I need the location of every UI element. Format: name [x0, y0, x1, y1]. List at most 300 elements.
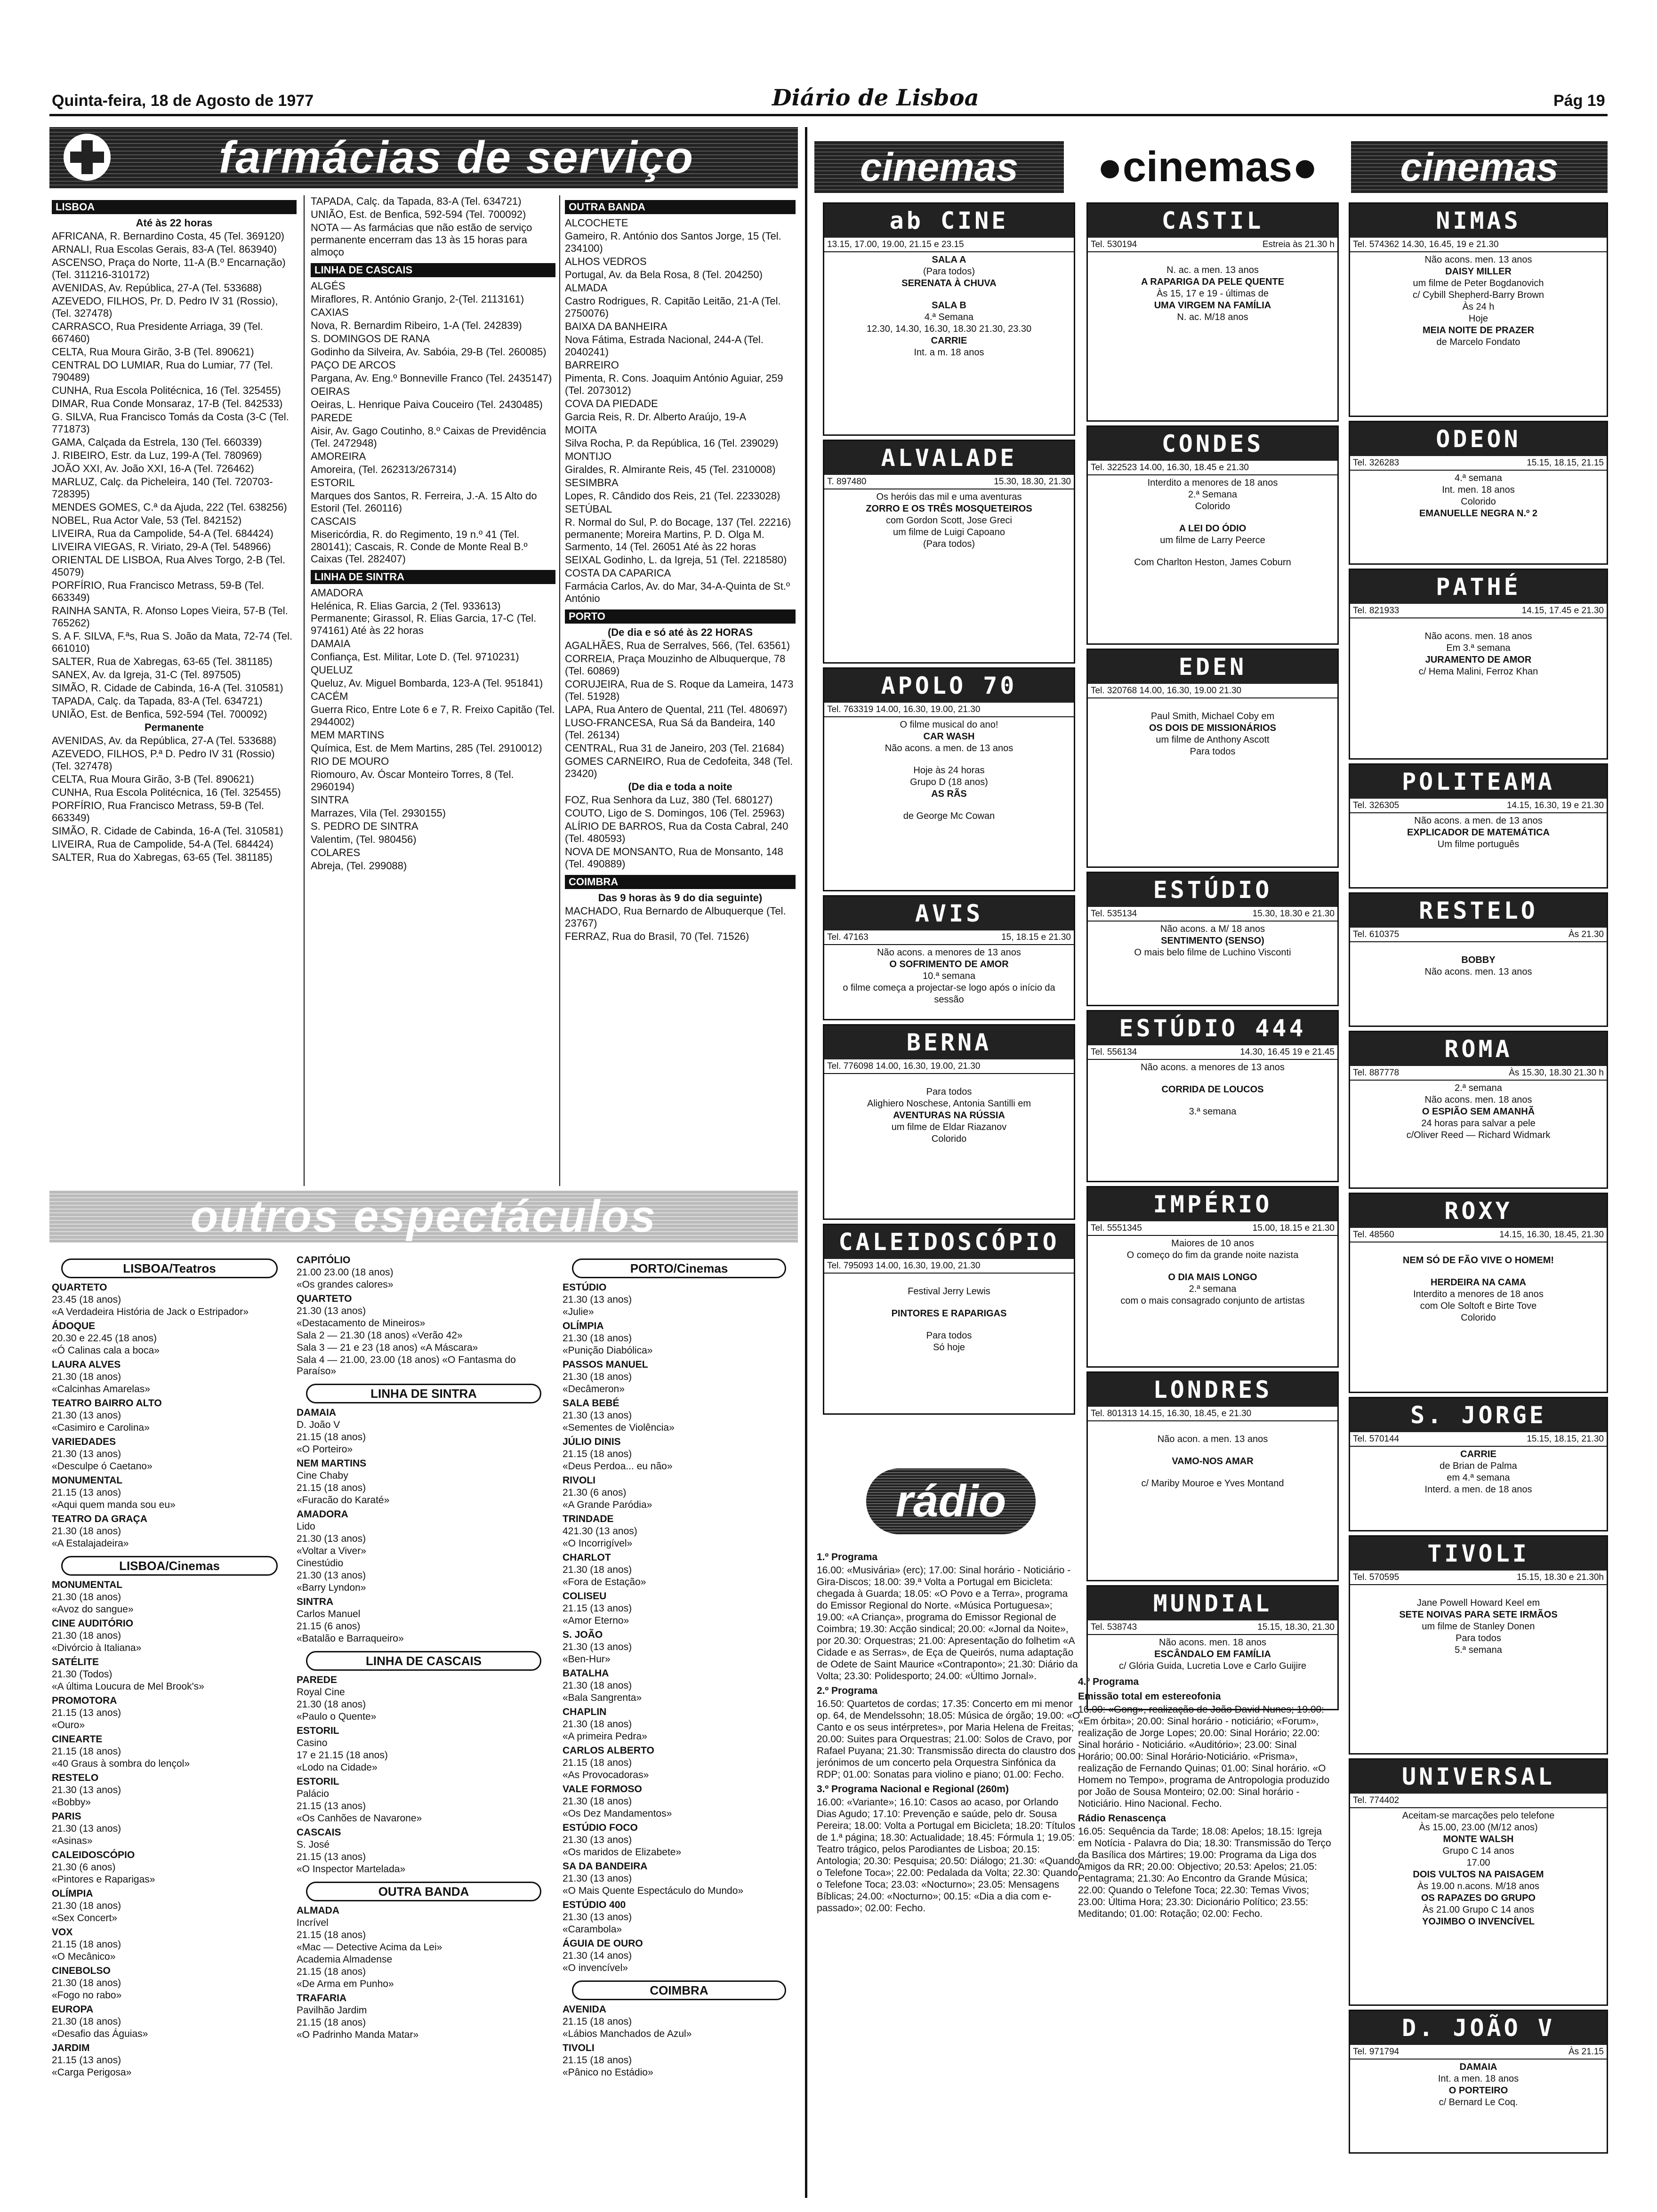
section-heading: PORTO — [565, 609, 609, 624]
cinema-line: MEIA NOITE DE PRAZER — [1422, 325, 1535, 336]
cinema-line: Só hoje — [933, 1342, 965, 1353]
listing-entry: CORREIA, Praça Mouzinho de Albuquerque, 78 (Tel. 60869) — [565, 653, 786, 677]
session-times: 15.30, 18.30, 21.30 — [994, 477, 1071, 487]
listing-entry: JOÃO XXI, Av. João XXI, 16-A (Tel. 726462) — [52, 463, 254, 474]
listing-entry: «Os grandes calores» — [297, 1279, 394, 1290]
cinema-phone-row — [1350, 1066, 1607, 1081]
cinema-listing — [1349, 202, 1608, 417]
listing-entry: ALGÉS — [311, 280, 346, 292]
cinema-phone-row — [824, 475, 1074, 489]
cinema-name: POLITEAMA — [1350, 765, 1607, 799]
venue-name: CHAPLIN — [563, 1707, 607, 1717]
venue-name: VOX — [52, 1927, 73, 1938]
listing-entry: ASCENSO, Praça do Norte, 11-A (B.º Encarnação) (Tel. 311216-310172) — [52, 256, 286, 281]
listing-entry: Academia Almadense — [297, 1954, 393, 1965]
venue-name: CAPITÓLIO — [297, 1255, 351, 1266]
cinema-line: CARRIE — [931, 336, 967, 346]
cinema-line: Interdito a menores de 18 anos — [1413, 1289, 1544, 1299]
session-times: 15.15, 18.15, 21.15 — [1527, 458, 1604, 468]
listing-entry: CUNHA, Rua Escola Politécnica, 16 (Tel. 325455) — [52, 385, 281, 396]
listing-entry: 21.30 (18 anos) — [52, 1630, 121, 1641]
listing-entry: DIMAR, Rua Conde Monsaraz, 17-B (Tel. 842533) — [52, 398, 283, 409]
cinema-phone-row — [1350, 1571, 1607, 1585]
venue-name: PAREDE — [297, 1675, 337, 1685]
listing-entry: 21.15 (18 anos) — [297, 1483, 366, 1493]
cinema-line: 2.ª semana — [1455, 1083, 1502, 1093]
venue-name: JÚLIO DINIS — [563, 1436, 621, 1447]
cinema-line: Em 3.ª semana — [1446, 643, 1511, 653]
listing-entry: 21.15 (18 anos) — [563, 2055, 632, 2066]
listing-entry: «Sex Concert» — [52, 1913, 117, 1923]
listing-entry: «Mac — Detective Acima da Lei» — [297, 1942, 442, 1953]
listing-entry: «Bala Sangrenta» — [563, 1692, 642, 1703]
cinema-name: APOLO 70 — [824, 669, 1074, 703]
cinema-line: c/ Bernard Le Coq. — [1439, 2097, 1518, 2108]
cinema-listing — [1349, 1535, 1608, 1755]
listing-entry: 17 e 21.15 (18 anos) — [297, 1750, 388, 1761]
listing-entry: AZEVEDO, FILHOS, P.ª D. Pedro IV 31 (Rossio) (Tel. 327478) — [52, 748, 275, 772]
listing-entry: 21.30 (18 anos) — [563, 1719, 632, 1730]
cinema-line: um filme de Luigi Capoano — [893, 527, 1005, 537]
listing-entry: Marques dos Santos, R. Ferreira, J.-A. 15 Alto do Estoril (Tel. 260116) — [311, 490, 537, 514]
cinema-name: IMPÉRIO — [1088, 1187, 1337, 1221]
listing-entry: 21.30 (13 anos) — [563, 1294, 632, 1305]
listing-entry: COUTO, Ligo de S. Domingos, 106 (Tel. 25963) — [565, 807, 785, 819]
listing-entry: «Lábios Manchados de Azul» — [563, 2028, 692, 2039]
listing-entry: CENTRAL DO LUMIAR, Rua do Lumiar, 77 (Tel. 790489) — [52, 359, 273, 383]
cinema-phone-row — [1350, 604, 1607, 618]
venue-name: RIVOLI — [563, 1475, 596, 1486]
cinema-line — [1091, 1096, 1335, 1106]
cinema-line — [827, 1298, 1071, 1308]
listing-entry: «Batalão e Barraqueiro» — [297, 1633, 404, 1644]
listing-entry: «Desculpe ó Caetano» — [52, 1461, 153, 1472]
listing-entry: Castro Rodrigues, R. Capitão Leitão, 21-A (Tel. 2750076) — [565, 295, 781, 319]
cinema-body — [1088, 1236, 1337, 1309]
listing-entry: QUELUZ — [311, 664, 353, 676]
listing-entry: «A Estalajadeira» — [52, 1538, 129, 1549]
cinema-name: UNIVERSAL — [1350, 1760, 1607, 1794]
listing-entry: «Casimiro e Carolina» — [52, 1422, 150, 1433]
cinema-line: Para todos — [926, 1087, 972, 1097]
cinema-line: A RAPARIGA DA PELE QUENTE — [1141, 277, 1285, 287]
listing-entry: «Os Canhões de Navarone» — [297, 1813, 422, 1824]
venue-name: OLÍMPIA — [563, 1321, 604, 1331]
listing-entry: «Deus Perdoa... eu não» — [563, 1461, 673, 1472]
cinema-phone: Tel. 574362 14.30, 16.45, 19 e 21.30 — [1353, 240, 1499, 249]
venue-name: 3.º Programa Nacional e Regional (260m) — [817, 1784, 1009, 1795]
listing-entry: CELTA, Rua Moura Girão, 3-B (Tel. 890621) — [52, 346, 254, 358]
listing-entry: 21.15 (13 anos) — [297, 1851, 366, 1862]
listing-entry: Incrível — [297, 1917, 329, 1928]
listing-entry: «Asinas» — [52, 1835, 93, 1846]
cinema-name: ROMA — [1350, 1032, 1607, 1066]
venue-name: ESTORIL — [297, 1776, 339, 1787]
radio-title: rádio — [895, 1476, 1006, 1526]
cinema-line: Não acons. men. 13 anos — [1424, 967, 1532, 977]
cinema-line: Colorido — [1461, 1313, 1496, 1323]
listing-entry: 21.15 (6 anos) — [297, 1621, 361, 1632]
listing-entry: 21.15 (18 anos) — [563, 2016, 632, 2027]
listing-entry: 23.45 (18 anos) — [52, 1294, 121, 1305]
cinema-body — [1088, 252, 1337, 325]
listing-entry: LIVEIRA, Rua da Campolide, 54-A (Tel. 684424) — [52, 528, 273, 539]
cinema-line: PINTORES E RAPARIGAS — [891, 1308, 1007, 1319]
listing-entry: «Voltar a Viver» — [297, 1546, 366, 1556]
venue-name: CALEIDOSCÓPIO — [52, 1850, 135, 1860]
cinema-line: SENTIMENTO (SENSO) — [1161, 936, 1264, 946]
cinema-phone: Tel. 887778 — [1353, 1068, 1400, 1078]
cinema-line: 2.ª semana — [1189, 1284, 1237, 1294]
cinema-phone-row — [1088, 461, 1337, 475]
listing-entry: 21.30 (18 anos) — [563, 1564, 632, 1575]
cinema-listing — [1086, 649, 1339, 868]
listing-entry: FOZ, Rua Senhora da Luz, 380 (Tel. 680127) — [565, 794, 773, 806]
session-times: 15.15, 18.30 e 21.30h — [1517, 1572, 1604, 1582]
cinema-line: CAR WASH — [923, 731, 975, 742]
cinema-line: (Para todos) — [923, 539, 975, 549]
venue-name: S. JOÃO — [563, 1629, 603, 1640]
listing-entry: CACÉM — [311, 690, 348, 702]
cinema-phone: Tel. 5551345 — [1091, 1223, 1142, 1233]
venue-name: TEATRO BAIRRO ALTO — [52, 1398, 162, 1409]
listing-entry: «40 Graus à sombra do lençol» — [52, 1758, 190, 1769]
cinema-line: O SOFRIMENTO DE AMOR — [889, 959, 1009, 970]
listing-entry: 16.05: Sequência da Tarde; 18.08: Apelos; 18.15: Igreja em Notícia - Palavra do Dia; 18.30: Transmissão do Terço da Basílica dos Mártires; 19.00: Programa da Liga dos Amigos da RR; 20.00: Objectivo; 20.53: Apelos; 21.05: Pentagrama; 21.30: Ao Encontro da Grande Música; 22.00: Quando o Telefone Toca; 22.30: Temas Vivos; 23.00: Última Hora; 23.30: Dicionário Político; 23.55: Meditando; 01.00: Rotação; 02.00: Fecho. — [1078, 1826, 1331, 1919]
listing-entry: CAXIAS — [311, 306, 349, 318]
cinema-name: PATHÉ — [1350, 570, 1607, 604]
listing-entry: «A última Loucura de Mel Brook's» — [52, 1681, 204, 1692]
cinema-listing — [1349, 1193, 1608, 1393]
listing-entry: 21.30 (13 anos) — [297, 1570, 366, 1581]
listing-entry: Carlos Manuel — [297, 1609, 361, 1619]
listing-entry: Aisir, Av. Gago Coutinho, 8.º Caixas de Previdência (Tel. 2472948) — [311, 425, 547, 449]
cinema-line: N. ac. a men. 13 anos — [1166, 265, 1259, 275]
cinema-phone: Tel. 48560 — [1353, 1230, 1394, 1240]
listing-entry: Miraflores, R. António Granjo, 2-(Tel. 2113161) — [311, 293, 524, 305]
page-number: Pág 19 — [1553, 92, 1605, 110]
listing-entry: 21.30 (13 anos) — [563, 1642, 632, 1652]
cinema-phone: Tel. 320768 14.00, 16.30, 19.00 21.30 — [1091, 686, 1242, 696]
cinema-listing — [1086, 202, 1339, 422]
cinemas-banner-right-text: cinemas — [1400, 145, 1559, 189]
cinema-line: Às 21.00 Grupo C 14 anos — [1423, 1905, 1534, 1915]
cinema-name: ESTÚDIO — [1088, 873, 1337, 907]
cinema-body — [1350, 1447, 1607, 1498]
cinema-listing — [823, 440, 1075, 664]
cinema-phone: T. 897480 — [827, 477, 867, 487]
listing-entry: 21.30 (Todos) — [52, 1669, 113, 1680]
venue-name: AVENIDA — [563, 2004, 606, 2015]
listing-entry: GAMA, Calçada da Estrela, 130 (Tel. 660339) — [52, 436, 262, 448]
listing-entry: BAIXA DA BANHEIRA — [565, 321, 668, 332]
cinema-line: CARRIE — [1460, 1449, 1496, 1459]
cinema-line: Às 15.00, 23.00 (M/12 anos) — [1419, 1822, 1538, 1833]
venue-name: 1.º Programa — [817, 1552, 878, 1563]
listing-entry: Nova, R. Bernardim Ribeiro, 1-A (Tel. 242839) — [311, 320, 522, 331]
cinema-line: EMANUELLE NEGRA N.º 2 — [1419, 508, 1538, 519]
venue-name: CHARLOT — [563, 1552, 611, 1563]
listing-entry: MONTIJO — [565, 450, 611, 462]
listing-entry: 21.15 (18 anos) — [297, 1930, 366, 1940]
listing-entry: 21.30 (18 anos) — [52, 1978, 121, 1988]
cinema-line: Colorido — [1195, 501, 1231, 512]
venue-name: CINE AUDITÓRIO — [52, 1618, 134, 1629]
cinema-line: Para todos — [926, 1330, 972, 1341]
listing-entry: UNIÃO, Est. de Benfica, 592-594 (Tel. 700092) — [311, 208, 526, 220]
listing-entry: S. DOMINGOS DE RANA — [311, 333, 430, 345]
listing-entry: CENTRAL, Rua 31 de Janeiro, 203 (Tel. 21684) — [565, 742, 784, 754]
cinema-line: Int. men. 18 anos — [1442, 485, 1515, 495]
cinema-line — [827, 1275, 1071, 1286]
sub-heading: (De dia e toda a noite — [628, 781, 732, 793]
outros-col-3 — [563, 1252, 796, 2079]
masthead: Diário de Lisboa — [772, 85, 979, 111]
cinema-line: Às 15, 17 e 19 - últimas de — [1157, 289, 1269, 299]
cinema-phone-row — [1088, 1045, 1337, 1060]
cinema-line: Alighiero Noschese, Antonia Santilli em — [867, 1098, 1031, 1109]
cinema-line: Os heróis das mil e uma aventuras — [876, 492, 1022, 502]
cinema-phone: Tel. 774402 — [1353, 1795, 1400, 1805]
venue-name: ÁDOQUE — [52, 1321, 96, 1331]
cinema-line — [1353, 944, 1604, 954]
listing-entry: «Barry Lyndon» — [297, 1582, 366, 1593]
cinema-line: c/ Cybill Shepherd-Barry Brown — [1413, 290, 1544, 300]
listing-entry: NOBEL, Rua Actor Vale, 53 (Tel. 842152) — [52, 514, 242, 526]
listing-entry: 21.30 (13 anos) — [52, 1785, 121, 1795]
listing-entry: «As Provocadoras» — [563, 1770, 649, 1780]
listing-entry: Confiança, Est. Militar, Lote D. (Tel. 9710231) — [311, 651, 519, 663]
listing-entry: «O Porteiro» — [297, 1444, 353, 1455]
section-wrap — [311, 263, 555, 277]
venue-name: TEATRO DA GRAÇA — [52, 1514, 147, 1524]
cinema-phone-row — [1350, 456, 1607, 471]
cinema-body — [824, 252, 1074, 361]
issue-date: Quinta-feira, 18 de Agosto de 1977 — [52, 92, 314, 110]
cinema-line: Aceitam-se marcações pelo telefone — [1402, 1811, 1555, 1821]
venue-name: NEM MARTINS — [297, 1458, 367, 1469]
cinema-line: com Gordon Scott, Jose Greci — [886, 515, 1012, 526]
cinema-line: CORRIDA DE LOUCOS — [1161, 1084, 1264, 1095]
cinema-line — [827, 289, 1071, 300]
cinema-name: ESTÚDIO 444 — [1088, 1011, 1337, 1045]
cinemas-banner-right — [1351, 141, 1608, 193]
listing-entry: Misericórdia, R. do Regimento, 19 n.º 41 (Tel. 280141); Cascais, R. Conde de Monte Real B.º Caixas (Tel. 282407) — [311, 529, 528, 565]
listing-entry: «Bobby» — [52, 1797, 91, 1808]
cinema-line — [1353, 1244, 1604, 1255]
cinema-body — [824, 1274, 1074, 1355]
listing-entry: «Aqui quem manda sou eu» — [52, 1499, 176, 1510]
venue-name: CINEARTE — [52, 1734, 103, 1745]
cinema-line: SERENATA À CHUVA — [901, 278, 997, 289]
cinema-line — [827, 800, 1071, 810]
listing-entry: 21.30 (18 anos) — [563, 1371, 632, 1382]
cinema-body — [1350, 252, 1607, 350]
venue-name: CASCAIS — [297, 1827, 341, 1838]
listing-entry: SANEX, Av. da Igreja, 31-C (Tel. 897505) — [52, 669, 241, 681]
listing-entry: «O Padrinho Manda Matar» — [297, 2029, 419, 2040]
cinema-line: c/ Glória Guida, Lucretia Love e Carlo Guijire — [1119, 1661, 1306, 1671]
cinema-line — [827, 1076, 1071, 1086]
cinema-line: Colorido — [931, 1134, 967, 1144]
listing-entry: «Carambola» — [563, 1924, 622, 1935]
cinema-line — [827, 754, 1071, 765]
venue-name: VALE FORMOSO — [563, 1784, 642, 1795]
category-pill: LINHA DE SINTRA — [306, 1384, 541, 1403]
listing-entry: Oeiras, L. Henrique Paiva Couceiro (Tel. 2430485) — [311, 399, 543, 410]
listing-entry: «O invencível» — [563, 1963, 628, 1973]
cinema-name: MUNDIAL — [1088, 1587, 1337, 1620]
cinema-phone: Tel. 538743 — [1091, 1622, 1137, 1632]
cinema-line: Não acons. a M/ 18 anos — [1160, 924, 1265, 934]
listing-entry: UNIÃO, Est. de Benfica, 592-594 (Tel. 700092) — [52, 708, 267, 720]
cinema-line: O PORTEIRO — [1448, 2085, 1508, 2096]
cinema-phone-row — [1350, 928, 1607, 942]
venue-name: SALA BEBÉ — [563, 1398, 619, 1409]
listing-entry: 21.30 (14 anos) — [563, 1950, 632, 1961]
cinema-name: NIMAS — [1350, 204, 1607, 238]
section-wrap — [52, 200, 297, 214]
session-times: 15.00, 18.15 e 21.30 — [1252, 1223, 1335, 1233]
cinema-line: MONTE WALSH — [1443, 1834, 1514, 1844]
cinema-line: JURAMENTO DE AMOR — [1425, 655, 1532, 665]
venue-name: MONUMENTAL — [52, 1579, 123, 1590]
listing-entry: Gameiro, R. António dos Santos Jorge, 15 (Tel. 234100) — [565, 230, 781, 254]
cinema-phone-row — [824, 1059, 1074, 1074]
outros-title: outros espectáculos — [190, 1191, 657, 1242]
listing-entry: 16.50: Quartetos de cordas; 17.35: Concerto em mi menor op. 64, de Mendelssohn; 18.05: Música de órgão; 19.00: «O Canto e os seus intérpretes», por Maria Helena de Freitas; 20.00: Suites para Orquestras; 21.00: Solos de Cravo, por Rafael Puyana; 21.30: Transmissão directa do claustro dos jerónimos de um concerto pela Orquestra Sinfónica da RDP; 01.00: Sonatas para violino e piano; 01.00: Fecho. — [817, 1699, 1080, 1780]
listing-entry: «Ó Calinas cala a boca» — [52, 1345, 160, 1356]
listing-entry: «Julie» — [563, 1306, 594, 1317]
cinema-line: c/ Mariby Mouroe e Yves Montand — [1141, 1478, 1284, 1489]
listing-entry: MARLUZ, Calç. da Picheleira, 140 (Tel. 720703-728395) — [52, 476, 273, 500]
listing-entry: MENDES GOMES, C.ª da Ajuda, 222 (Tel. 638256) — [52, 501, 287, 513]
cinema-name: LONDRES — [1088, 1373, 1337, 1407]
listing-entry: Farmácia Carlos, Av. do Mar, 34-A-Quinta de St.º António — [565, 580, 790, 604]
cinema-line: OS RAPAZES DO GRUPO — [1421, 1893, 1536, 1903]
listing-entry: «Amor Eterno» — [563, 1615, 629, 1626]
cinema-name: ODEON — [1350, 422, 1607, 456]
cinema-line — [1091, 1423, 1335, 1434]
listing-entry: Queluz, Av. Miguel Bombarda, 123-A (Tel. 951841) — [311, 677, 543, 689]
listing-entry: 21.30 (13 anos) — [52, 1449, 121, 1459]
cinema-body — [824, 1074, 1074, 1147]
session-times: Às 15.30, 18.30 21.30 h — [1509, 1068, 1604, 1078]
listing-entry: Lopes, R. Cândido dos Reis, 21 (Tel. 2233028) — [565, 490, 780, 502]
session-times: Às 21.15 — [1569, 2047, 1604, 2057]
cinema-line — [1091, 254, 1335, 264]
venue-name: ALMADA — [297, 1905, 339, 1916]
listing-entry: «Avoz do sangue» — [52, 1604, 134, 1615]
cinema-line: Maiores de 10 anos — [1171, 1238, 1254, 1249]
listing-entry: CARRASCO, Rua Presidente Arriaga, 39 (Tel. 667460) — [52, 321, 263, 345]
venue-name: PROMOTORA — [52, 1695, 117, 1706]
listing-entry: 21.15 (18 anos) — [297, 1966, 366, 1977]
listing-entry: «A primeira Pedra» — [563, 1731, 647, 1742]
section-heading: LINHA DE CASCAIS — [311, 263, 416, 277]
listing-entry: AMADORA — [311, 587, 363, 599]
listing-entry: 21.30 (6 anos) — [52, 1862, 116, 1873]
cinema-listing — [1086, 1186, 1339, 1368]
listing-entry: Cinestúdio — [297, 1558, 344, 1569]
cinema-line: de Marcelo Fondato — [1436, 337, 1520, 347]
cinema-line: de George Mc Cowan — [903, 811, 995, 821]
cinema-line: SALA B — [932, 300, 966, 311]
listing-entry: Amoreira, (Tel. 262313/267314) — [311, 464, 457, 475]
listing-entry: 21.30 (13 anos) — [297, 1533, 366, 1544]
cinema-line: Jane Powell Howard Keel em — [1416, 1598, 1540, 1608]
cinema-phone: Tel. 971794 — [1353, 2047, 1400, 2057]
cinema-name: TIVOLI — [1350, 1537, 1607, 1571]
cinema-phone: Tel. 776098 14.00, 16.30, 19.00, 21.30 — [827, 1061, 981, 1071]
cinema-line: Paul Smith, Michael Coby em — [1150, 711, 1275, 721]
listing-entry: «Desafio das Águias» — [52, 2028, 148, 2039]
cinema-line: com o mais consagrado conjunto de artistas — [1120, 1296, 1305, 1306]
venue-name: SINTRA — [297, 1596, 334, 1607]
listing-entry: «Carga Perigosa» — [52, 2067, 132, 2078]
cinema-listing — [823, 1224, 1075, 1415]
listing-entry: GOMES CARNEIRO, Rua de Cedofeita, 348 (Tel. 23420) — [565, 755, 793, 779]
cinema-phone: Tel. 763319 14.00, 16.30, 19.00, 21.30 — [827, 705, 981, 714]
cinema-listing — [1086, 1010, 1339, 1182]
venue-name: SATÉLITE — [52, 1657, 99, 1667]
listing-entry: NOVA DE MONSANTO, Rua de Monsanto, 148 (Tel. 490889) — [565, 846, 783, 870]
listing-entry: Riomouro, Av. Óscar Monteiro Torres, 8 (Tel. 2960194) — [311, 769, 514, 793]
cinema-line: BOBBY — [1461, 955, 1496, 965]
cinema-line: O filme musical do ano! — [900, 720, 998, 730]
cinema-phone-row — [1088, 238, 1337, 252]
farmacias-col-2 — [311, 195, 555, 873]
cinema-line: em 4.ª semana — [1447, 1473, 1510, 1483]
venue-name: COLISEU — [563, 1591, 607, 1602]
venue-name: Rádio Renascença — [1078, 1813, 1166, 1824]
cinema-line: Não acon. a men. 13 anos — [1157, 1434, 1268, 1444]
cinema-listing — [1349, 892, 1608, 1027]
cinema-line: Hoje — [1468, 313, 1488, 324]
listing-entry: Garcia Reis, R. Dr. Alberto Araújo, 19-A — [565, 411, 747, 423]
cinema-body — [824, 717, 1074, 824]
outros-col-2 — [297, 1252, 551, 2042]
venue-name: TRINDADE — [563, 1514, 614, 1524]
listing-entry: Guerra Rico, Entre Lote 6 e 7, R. Freixo Capitão (Tel. 2944002) — [311, 704, 555, 728]
cinema-line: um filme de Eldar Riazanov — [891, 1122, 1007, 1132]
cinema-line: Não acons. men. 13 anos — [1424, 255, 1532, 265]
listing-entry: 21.30 (18 anos) — [52, 2016, 121, 2027]
outros-col-1 — [52, 1252, 287, 2079]
cinema-body — [1350, 813, 1607, 852]
listing-entry: LAPA, Rua Antero de Quental, 211 (Tel. 480697) — [565, 704, 788, 715]
listing-entry: TAPADA, Calç. da Tapada, 83-A (Tel. 634721) — [311, 195, 522, 207]
session-times: 14.30, 16.45 19 e 21.45 — [1240, 1047, 1335, 1057]
session-times: 14.15, 16.30, 18.45, 21.30 — [1499, 1230, 1604, 1240]
cinema-line: Para todos — [1456, 1633, 1501, 1643]
cinema-name: ROXY — [1350, 1194, 1607, 1228]
listing-entry: CELTA, Rua Moura Girão, 3-B (Tel. 890621) — [52, 773, 254, 785]
cinema-phone: 13.15, 17.00, 19.00, 21.15 e 23.15 — [827, 240, 964, 249]
outros-banner — [49, 1191, 798, 1242]
category-pill: OUTRA BANDA — [306, 1882, 541, 1901]
listing-entry: PORFÍRIO, Rua Francisco Metrass, 59-B (Tel. 663349) — [52, 579, 265, 603]
cinema-name: CALEIDOSCÓPIO — [824, 1225, 1074, 1259]
listing-entry: SETÚBAL — [565, 503, 612, 515]
cinema-body — [824, 489, 1074, 552]
listing-entry: BARREIRO — [565, 359, 619, 371]
listing-entry: Godinho da Silveira, Av. Sabóia, 29-B (Tel. 260085) — [311, 346, 547, 358]
page-divider — [805, 127, 807, 2198]
venue-name: QUARTETO — [297, 1293, 352, 1304]
cinema-phone: Tel. 570144 — [1353, 1434, 1400, 1444]
cinemas-banner-left-text: cinemas — [860, 145, 1019, 189]
